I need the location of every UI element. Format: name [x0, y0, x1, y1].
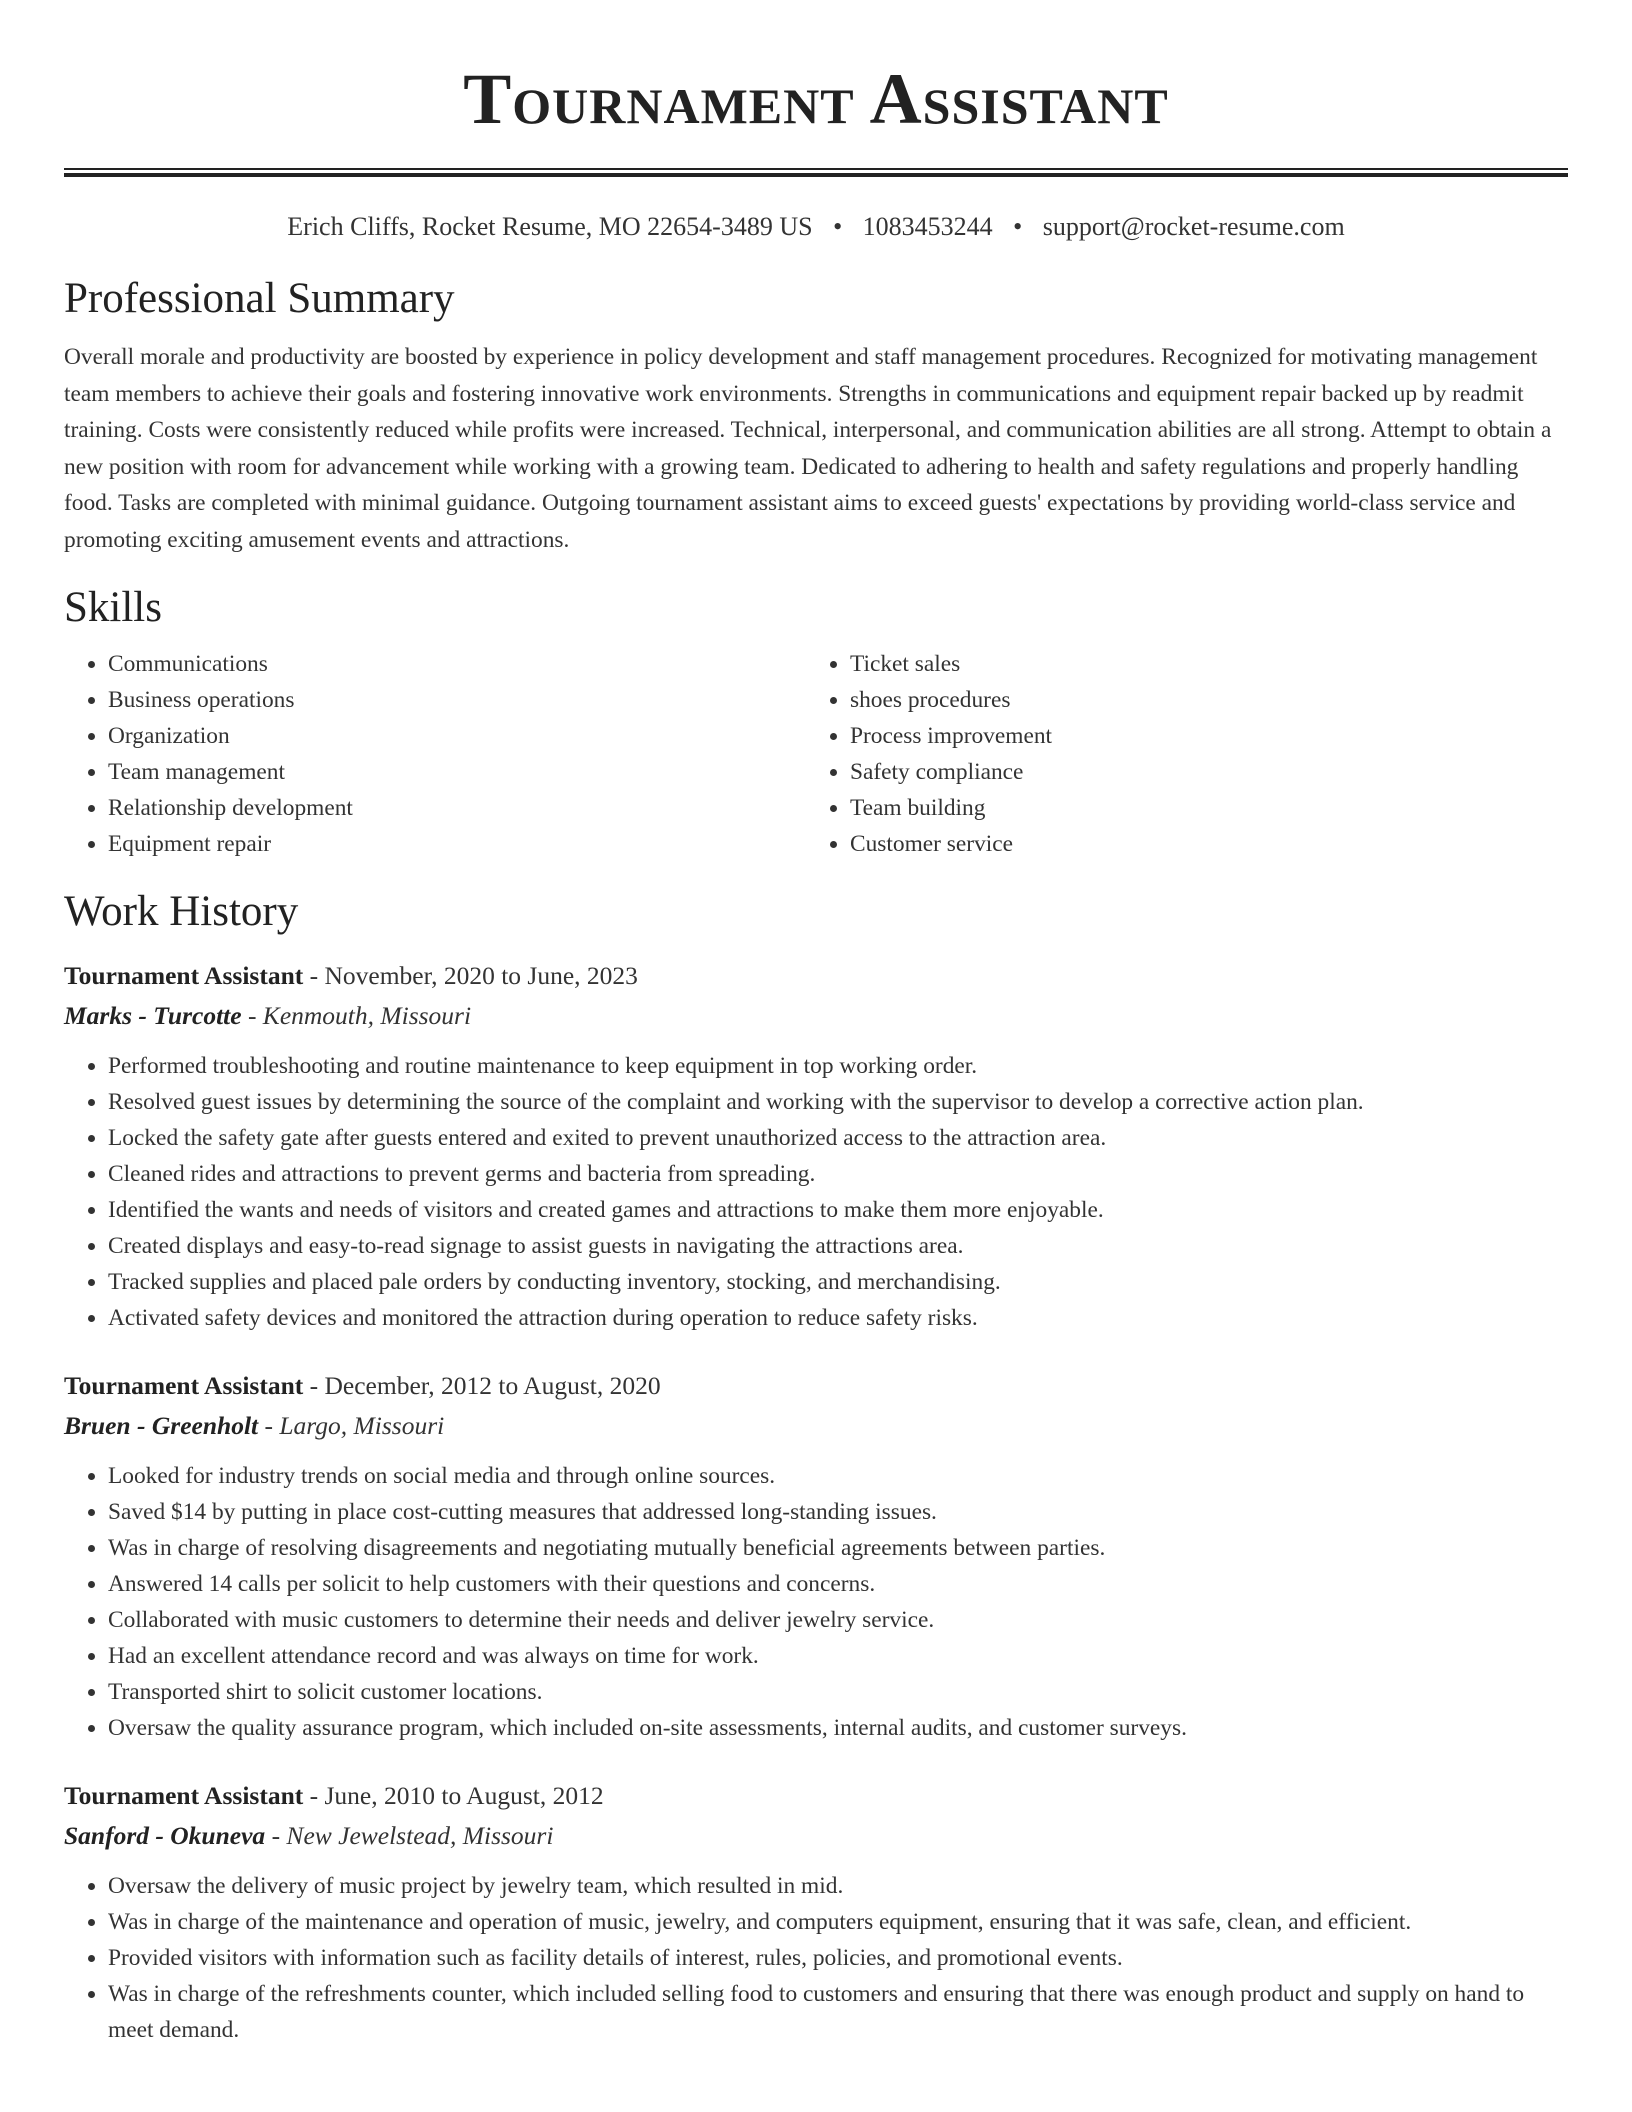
- summary-heading: Professional Summary: [64, 275, 455, 322]
- job-duty: • Saved $14 by putting in place cost-cutting measures that addressed long-standing issues.: [108, 1494, 1568, 1530]
- skill-item: • Business operations: [108, 682, 806, 718]
- job-dates: - November, 2020 to June, 2023: [303, 961, 638, 990]
- job-duty: • Answered 14 calls per solicit to help customers with their questions and concerns.: [108, 1566, 1568, 1602]
- job-duty: • Oversaw the quality assurance program, which included on-site assessments, internal audits, and customer surveys.: [108, 1710, 1568, 1746]
- summary-text: Overall morale and productivity are boosted by experience in policy development and staff management procedures. Recognized for motivating management team members to achieve their goals and fostering innovative work environments. Strengths in communications and equipment repair backed up by readmit training. Costs were consistently reduced while profits were increased. Technical, interpersonal, and communication abilities are all strong. Attempt to obtain a new position with room for advancement while working with a growing team. Dedicated to adhering to health and safety regulations and properly handling food. Tasks are completed with minimal guidance. Outgoing tournament assistant aims to exceed guests' expectations by providing world-class service and promoting exciting amusement events and attractions.: [64, 344, 1552, 553]
- skill-item: • Process improvement: [850, 718, 1568, 754]
- job-duty: • Had an excellent attendance record and was always on time for work.: [108, 1638, 1568, 1674]
- skill-item: • Organization: [108, 718, 806, 754]
- job-duties: [64, 1048, 1568, 1336]
- contact-phone: 1083453244: [862, 212, 993, 241]
- work-history-heading: Work History: [64, 888, 299, 935]
- skill-item: • Team management: [108, 754, 806, 790]
- job-location: - New Jewelstead, Missouri: [265, 1821, 554, 1850]
- job-company: Bruen - Greenholt: [64, 1411, 259, 1440]
- job-entry: [64, 1776, 1568, 2048]
- title-divider: [64, 168, 1568, 177]
- skill-item: • Safety compliance: [850, 754, 1568, 790]
- job-duty: • Locked the safety gate after guests entered and exited to prevent unauthorized access to the attraction area.: [108, 1120, 1568, 1156]
- job-duty: • Identified the wants and needs of visitors and created games and attractions to make them more enjoyable.: [108, 1192, 1568, 1228]
- contact-separator: •: [1013, 212, 1023, 241]
- job-employer: [64, 1816, 1568, 1856]
- skills-list: [64, 646, 1568, 862]
- job-duties: [64, 1458, 1568, 1746]
- skill-item: • Customer service: [850, 826, 1568, 862]
- job-duty: • Was in charge of resolving disagreements and negotiating mutually beneficial agreements between parties.: [108, 1530, 1568, 1566]
- job-duty: • Tracked supplies and placed pale orders by conducting inventory, stocking, and merchandising.: [108, 1264, 1568, 1300]
- job-company: Sanford - Okuneva: [64, 1821, 266, 1850]
- job-entry: [64, 1366, 1568, 1746]
- job-entry: [64, 956, 1568, 1336]
- contact-line: [64, 211, 1568, 243]
- job-location: - Kenmouth, Missouri: [241, 1001, 472, 1030]
- job-dates: - June, 2010 to August, 2012: [303, 1781, 604, 1810]
- job-employer: [64, 996, 1568, 1036]
- job-duty: • Created displays and easy-to-read signage to assist guests in navigating the attractions area.: [108, 1228, 1568, 1264]
- job-header: [64, 1366, 1568, 1406]
- skills-column-right: [806, 646, 1568, 862]
- job-role: Tournament Assistant: [64, 961, 304, 990]
- contact-email: support@rocket-resume.com: [1042, 212, 1345, 241]
- job-duty: • Provided visitors with information such as facility details of interest, rules, policies, and promotional events.: [108, 1940, 1568, 1976]
- skill-item: • Relationship development: [108, 790, 806, 826]
- job-duty: • Performed troubleshooting and routine maintenance to keep equipment in top working order.: [108, 1048, 1568, 1084]
- job-duty: • Looked for industry trends on social media and through online sources.: [108, 1458, 1568, 1494]
- job-duty: • Cleaned rides and attractions to prevent germs and bacteria from spreading.: [108, 1156, 1568, 1192]
- job-duty: • Resolved guest issues by determining the source of the complaint and working with the supervisor to develop a corrective action plan.: [108, 1084, 1568, 1120]
- skill-item: • Ticket sales: [850, 646, 1568, 682]
- job-duty: • Oversaw the delivery of music project by jewelry team, which resulted in mid.: [108, 1868, 1568, 1904]
- contact-address: Erich Cliffs, Rocket Resume, MO 22654-3489 US: [287, 212, 813, 241]
- job-duty: • Activated safety devices and monitored the attraction during operation to reduce safety risks.: [108, 1300, 1568, 1336]
- job-duty: • Was in charge of the refreshments counter, which included selling food to customers and ensuring that there was enough product and supply on hand to meet demand.: [108, 1976, 1568, 2048]
- job-dates: - December, 2012 to August, 2020: [303, 1371, 661, 1400]
- skill-item: • shoes procedures: [850, 682, 1568, 718]
- job-duty: • Transported shirt to solicit customer locations.: [108, 1674, 1568, 1710]
- job-role: Tournament Assistant: [64, 1781, 304, 1810]
- skills-heading: Skills: [64, 584, 162, 631]
- resume-title: Tournament Assistant: [463, 59, 1169, 139]
- job-location: - Largo, Missouri: [258, 1411, 445, 1440]
- job-duties: [64, 1868, 1568, 2048]
- job-header: [64, 956, 1568, 996]
- job-duty: • Collaborated with music customers to determine their needs and deliver jewelry service.: [108, 1602, 1568, 1638]
- job-employer: [64, 1406, 1568, 1446]
- skill-item: • Equipment repair: [108, 826, 806, 862]
- contact-separator: •: [833, 212, 843, 241]
- job-role: Tournament Assistant: [64, 1371, 304, 1400]
- job-header: [64, 1776, 1568, 1816]
- job-company: Marks - Turcotte: [64, 1001, 242, 1030]
- skill-item: • Team building: [850, 790, 1568, 826]
- job-duty: • Was in charge of the maintenance and operation of music, jewelry, and computers equipment, ensuring that it was safe, clean, and efficient.: [108, 1904, 1568, 1940]
- skills-column-left: [64, 646, 806, 862]
- skill-item: • Communications: [108, 646, 806, 682]
